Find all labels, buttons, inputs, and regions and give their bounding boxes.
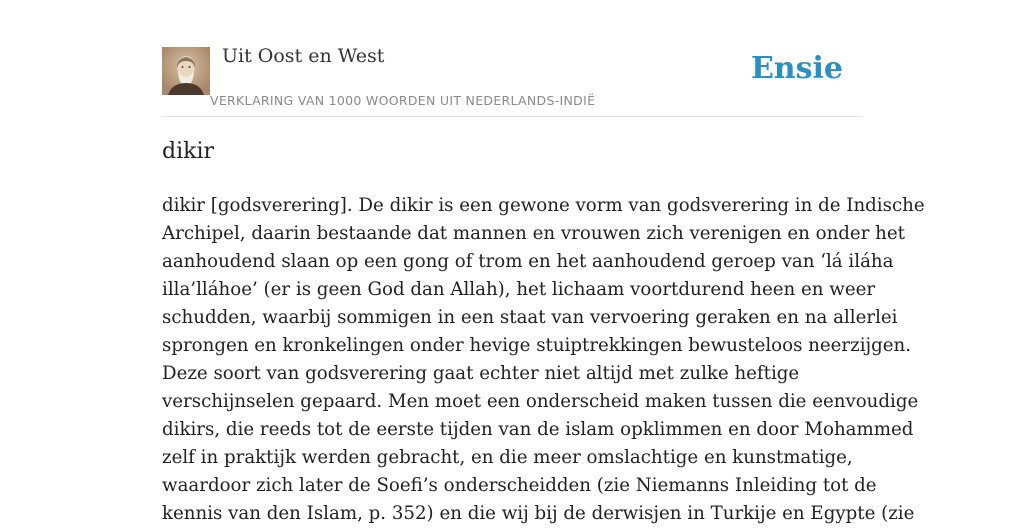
book-subtitle: VERKLARING VAN 1000 WOORDEN UIT NEDERLANDS-INDIË [210,93,596,108]
entry-body-line: dikirs, die reeds tot de eerste tijden van de islam opklimmen en door Mohammed [162,419,914,440]
entry-body-line: dikir [godsverering]. De dikir is een gewone vorm van godsverering in de Indische [162,195,925,216]
entry-body-line: illa’lláhoe’ (er is geen God dan Allah), het lichaam voortdurend heen en weer [162,279,876,300]
author-portrait-icon[interactable] [162,47,210,95]
entry-body-line: waardoor zich later de Soefi’s onderscheidden (zie Niemanns Inleiding tot de [162,475,877,496]
entry-body-line: sprongen en kronkelingen onder hevige stuiptrekkingen bewusteloos neerzijgen. [162,335,912,356]
ensie-logo[interactable]: Ensie [750,51,843,86]
entry-body [162,192,925,528]
entry-title: dikir [162,139,215,164]
entry-body-line: zelf in praktijk werden gebracht, en die meer omslachtige en kunstmatige, [162,447,853,468]
entry-body-line: schudden, waarbij sommigen in een staat van vervoering geraken en na allerlei [162,307,898,328]
entry-body-line: aanhoudend slaan op een gong of trom en het aanhoudend geroep van ‘lá iláha [162,251,894,272]
entry-body-line: Archipel, daarin bestaande dat mannen en vrouwen zich verenigen en onder het [162,223,905,244]
entry-body-line: kennis van den Islam, p. 352) en die wij bij de derwisjen in Turkije en Egypte (zie [162,503,915,524]
entry-body-line: verschijnselen gepaard. Men moet een onderscheid maken tussen die eenvoudige [162,391,919,412]
portrait-image [162,47,210,95]
entry-body-line: Deze soort van godsverering gaat echter niet altijd met zulke heftige [162,363,800,384]
book-title[interactable]: Uit Oost en West [222,45,385,67]
book-header [162,0,862,117]
